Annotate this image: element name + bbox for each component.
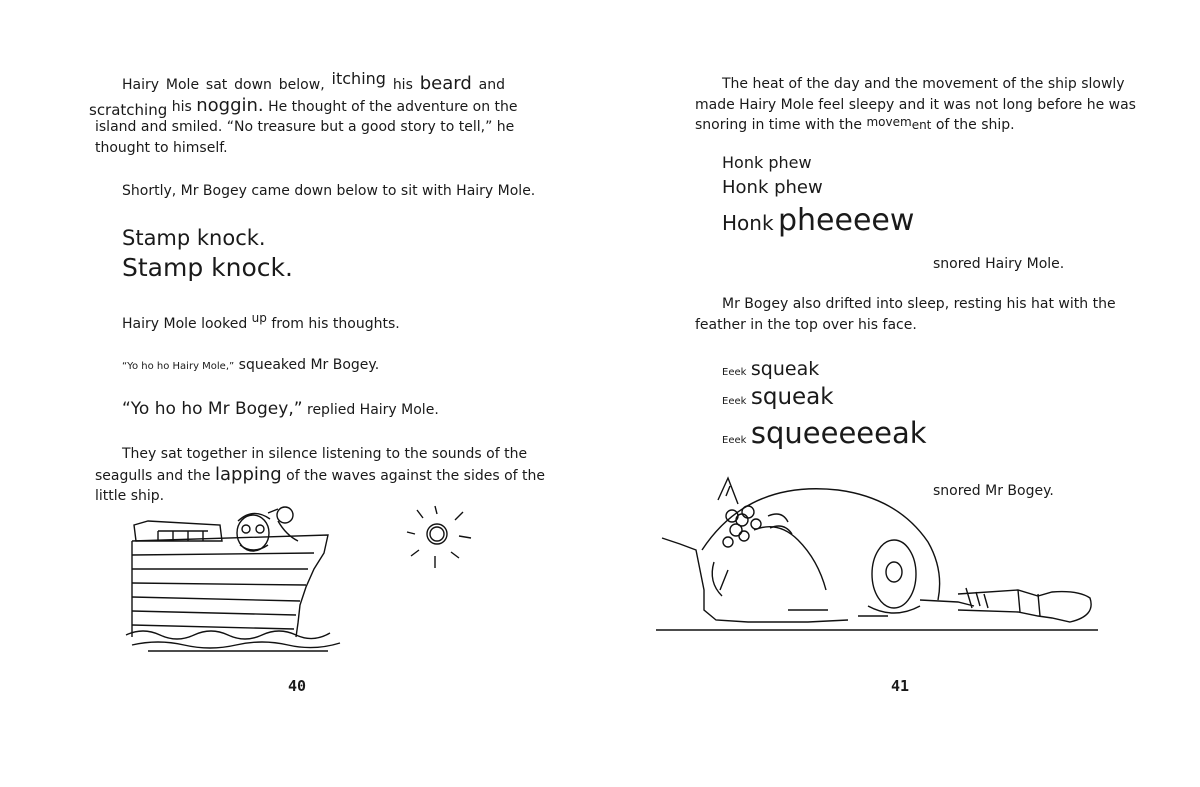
sound-honk-pheeeew — [722, 201, 914, 246]
beard-word: beard — [419, 73, 472, 94]
text-run: Hairy Mole sat down below, — [122, 77, 325, 93]
paragraph-looked-up — [122, 311, 400, 335]
squeak-word: squeak — [750, 384, 834, 410]
paragraph-sat-together — [95, 444, 546, 507]
large-quote: “Yo ho ho Mr Bogey,” — [122, 399, 303, 419]
squeeeeeak-word: squeeeeeak — [750, 416, 927, 450]
paragraph-line: thought to himself. — [95, 139, 228, 156]
text-run: replied Hairy Mole. — [307, 402, 439, 418]
text-run: and — [478, 77, 506, 93]
right-page — [600, 0, 1200, 787]
text-run: He thought of the adventure on the — [268, 98, 518, 115]
eeek-word: Eeek — [722, 435, 747, 446]
paragraph-mr-bogey-drifted — [695, 294, 1116, 335]
sound-eeek-squeak-2 — [722, 383, 834, 416]
paragraph-line: feather in the top over his face. — [695, 316, 917, 333]
text-snored-hairy-mole: snored Hairy Mole. — [933, 256, 1065, 272]
text-snored-mr-bogey: snored Mr Bogey. — [933, 483, 1054, 499]
noggin-word: noggin. — [196, 94, 264, 116]
sun-icon — [405, 500, 480, 575]
sound-stamp-knock-2: Stamp knock. — [122, 253, 293, 282]
eeek-word: Eeek — [722, 367, 747, 378]
text-run: of the ship. — [935, 117, 1015, 133]
lapping-word: lapping — [215, 463, 282, 485]
itching-word: itching — [331, 69, 386, 88]
text-run: his — [171, 98, 192, 115]
sound-eeek-squeak-1 — [722, 356, 819, 386]
scratching-word: scratching — [89, 100, 168, 119]
eeek-word: Eeek — [722, 396, 747, 407]
paragraph-line: They sat together in silence listening to the sounds of the — [122, 446, 528, 462]
text-run: his — [392, 77, 413, 93]
paragraph-line — [89, 94, 518, 119]
movement-word: movem — [866, 115, 912, 129]
paragraph-line: Mr Bogey also drifted into sleep, resting his hat with the — [722, 296, 1116, 312]
text-run: from his thoughts. — [271, 316, 400, 332]
text-run: squeaked Mr Bogey. — [238, 357, 380, 373]
up-word: up — [251, 311, 267, 325]
text-run: snoring in time with the — [695, 117, 863, 133]
paragraph-line — [95, 69, 506, 96]
text-run: Hairy Mole looked — [122, 316, 248, 332]
paragraph-shortly: Shortly, Mr Bogey came down below to sit with Hairy Mole. — [122, 183, 536, 199]
page-number: 40 — [288, 677, 307, 695]
movement-word-tail: ent — [911, 118, 932, 132]
paragraph-line: The heat of the day and the movement of the ship slowly — [722, 76, 1125, 92]
paragraph-heat-of-day — [695, 74, 1136, 136]
paragraph-line: little ship. — [95, 488, 165, 504]
sleeping-bogey-illustration — [658, 470, 1098, 632]
sound-stamp-knock-1: Stamp knock. — [122, 226, 266, 250]
pheeeew-word: pheeeew — [778, 203, 915, 238]
sound-honk-phew-2: Honk phew — [722, 177, 823, 198]
sound-honk-phew-1: Honk phew — [722, 153, 812, 172]
paragraph-hairy-mole-sat — [89, 69, 518, 158]
text-run: of the waves against the sides of the — [286, 467, 546, 484]
squeak-word: squeak — [750, 358, 820, 380]
paragraph-line: island and smiled. “No treasure but a good story to tell,” he — [95, 119, 515, 135]
paragraph-replied — [122, 399, 439, 421]
paragraph-line — [695, 115, 1105, 136]
paragraph-line: made Hairy Mole feel sleepy and it was not long before he was — [695, 96, 1136, 113]
text-run: seagulls and the — [95, 467, 211, 484]
sound-eeek-squeeeeeak — [722, 414, 927, 460]
ship-illustration — [128, 505, 343, 655]
paragraph-line — [95, 463, 546, 487]
text-run: Honk — [722, 211, 774, 235]
tiny-quote: “Yo ho ho Hairy Mole,” — [122, 361, 235, 372]
page-number: 41 — [891, 677, 910, 695]
paragraph-squeaked — [122, 355, 379, 378]
